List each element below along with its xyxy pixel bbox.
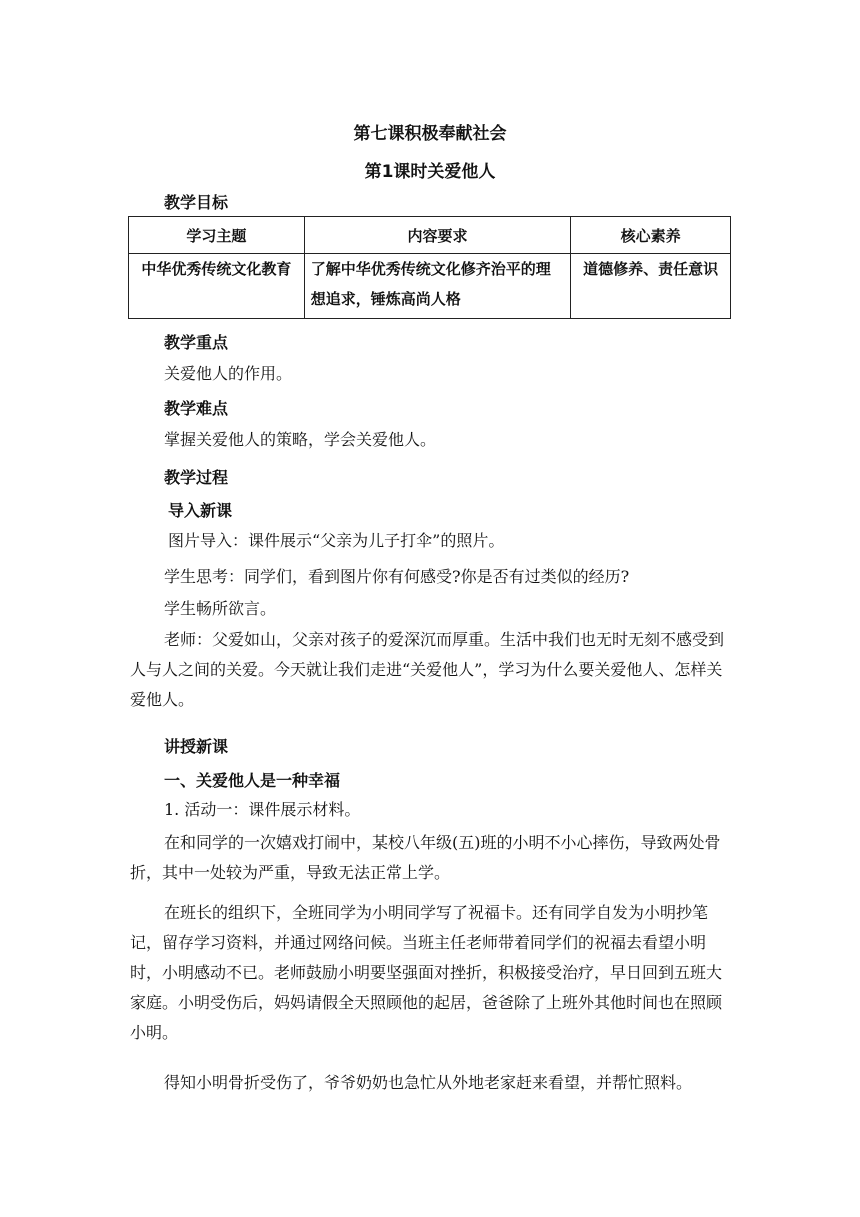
goal-cell-content: 了解中华优秀传统文化修齐治平的理想追求，锤炼高尚人格: [304, 254, 571, 319]
teacher-paragraph: 老师：父爱如山，父亲对孩子的爱深沉而厚重。生活中我们也无时无刻不感受到人与人之间的关爱。今天就让我们走进“关爱他人”，学习为什么要关爱他人、怎样关爱他人。: [130, 630, 725, 709]
lesson-title: 第七课积极奉献社会: [353, 124, 507, 144]
goal-table: [128, 216, 731, 319]
difficulty-text: 掌握关爱他人的策略，学会关爱他人。: [164, 430, 437, 449]
goal-heading: 教学目标: [164, 193, 229, 212]
goal-header-content: 内容要求: [304, 217, 571, 254]
think-text: 学生思考：同学们，看到图片你有何感受?你是否有过类似的经历?: [164, 567, 630, 586]
section1-heading: 一、关爱他人是一种幸福: [164, 771, 341, 790]
speak-text: 学生畅所欲言。: [164, 599, 277, 618]
goal-header-literacy: 核心素养: [571, 217, 731, 254]
intro-heading: 导入新课: [168, 501, 233, 520]
material-paragraph-3: 得知小明骨折受伤了，爷爷奶奶也急忙从外地老家赶来看望，并帮忙照料。: [164, 1073, 693, 1092]
material-paragraph-2: 在班长的组织下，全班同学为小明同学写了祝福卡。还有同学自发为小明抄笔记，留存学习资料，并通过网络问候。当班主任老师带着同学们的祝福去看望小明时，小明感动不已。老师鼓励小明要坚强面对挫折，积极接受治疗，早日回到五班大家庭。小明受伤后，妈妈请假全天照顾他的起居，爸爸除了上班外其他时间也在照顾小明。: [130, 903, 723, 1042]
key-heading: 教学重点: [164, 333, 229, 352]
teach-heading: 讲授新课: [164, 737, 229, 756]
goal-cell-topic: 中华优秀传统文化教育: [129, 254, 305, 319]
difficulty-heading: 教学难点: [164, 399, 229, 418]
key-text: 关爱他人的作用。: [164, 364, 293, 383]
process-heading: 教学过程: [164, 468, 229, 487]
lesson-subtitle: 第1课时关爱他人: [364, 162, 496, 182]
material-paragraph-1: 在和同学的一次嬉戏打闹中，某校八年级(五)班的小明不小心摔伤，导致两处骨折，其中一处较为严重，导致无法正常上学。: [130, 833, 721, 882]
intro-text: 图片导入：课件展示“父亲为儿子打伞”的照片。: [168, 531, 505, 550]
goal-header-topic: 学习主题: [129, 217, 305, 254]
goal-cell-literacy: 道德修养、责任意识: [571, 254, 731, 319]
activity1-text: 1. 活动一：课件展示材料。: [164, 800, 361, 819]
goal-table-row: [129, 254, 731, 319]
goal-table-header-row: [129, 217, 731, 254]
